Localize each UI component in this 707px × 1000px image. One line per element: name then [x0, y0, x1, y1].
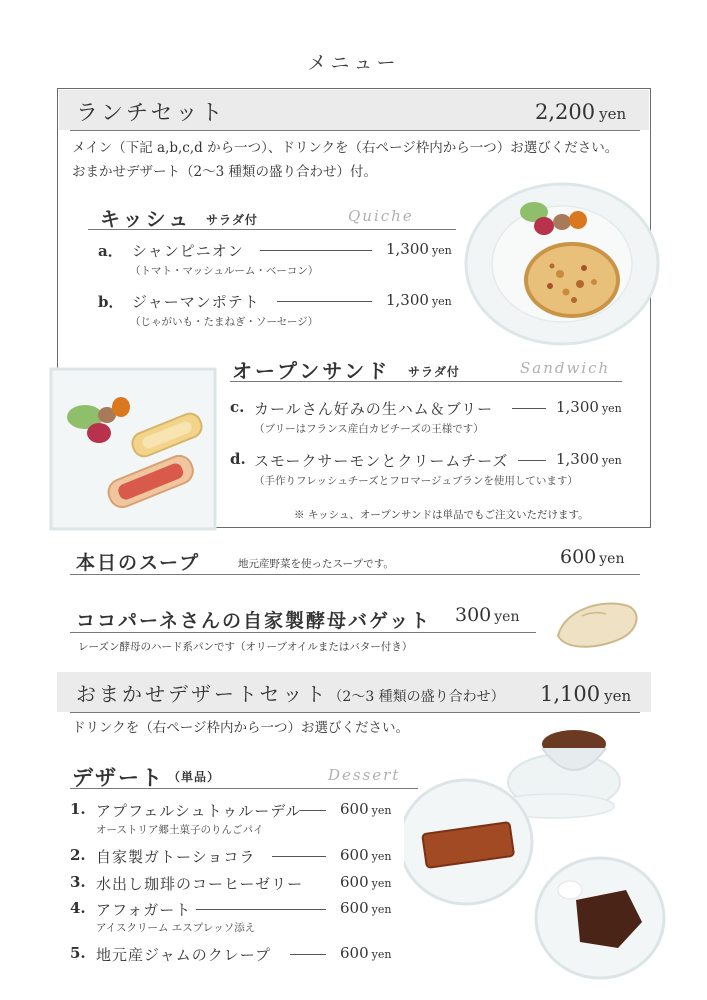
quiche-rule — [88, 229, 456, 230]
quiche-tag: サラダ付 — [206, 213, 258, 227]
lunch-set-title: ランチセット — [76, 101, 226, 126]
quiche-script-label: Quiche — [348, 207, 414, 225]
dessert-tag: （単品） — [168, 770, 221, 784]
quiche-item-b-name: ジャーマンポテト — [132, 293, 260, 311]
dessert-item-1-price: 600 yen — [340, 800, 392, 818]
dessert-item-1-name: アプフェルシュトゥルーデル — [96, 802, 302, 820]
dessert-item-2-leader — [272, 856, 326, 857]
dessert-item-2-name: 自家製ガトーショコラ — [96, 848, 256, 866]
dessert-item-4-name: アフォガート — [96, 901, 192, 919]
sandwich-item-c-leader — [512, 408, 546, 409]
soup-rule — [70, 574, 640, 575]
dessert-item-1-desc: オーストリア郷土菓子のりんごパイ — [96, 824, 264, 836]
baguette-illustration — [552, 596, 642, 652]
soup-price: 600 yen — [560, 546, 625, 568]
lunch-set-price: 2,200 yen — [535, 100, 627, 124]
sandwich-script-label: Sandwich — [520, 359, 611, 377]
dessert-set-title: おまかせデザートセット（2〜3 種類の盛り合わせ） — [76, 682, 505, 706]
dessert-illustration — [404, 712, 674, 1000]
dessert-item-4-price: 600 yen — [340, 899, 392, 917]
lunch-desc-line-2: おまかせデザート（2〜3 種類の盛り合わせ）付。 — [72, 164, 377, 180]
quiche-item-a-leader — [260, 250, 372, 251]
quiche-item-a-desc: （トマト・マッシュルーム・ベーコン） — [130, 265, 319, 277]
quiche-item-a-letter: a． — [98, 242, 123, 260]
dessert-item-3-price: 600 yen — [340, 873, 392, 891]
dessert-item-3-num: 3. — [70, 873, 86, 891]
dessert-item-3-name: 水出し珈琲のコーヒーゼリー — [96, 875, 304, 893]
dessert-item-1-leader — [300, 810, 326, 811]
dessert-item-2-price: 600 yen — [340, 846, 392, 864]
quiche-item-b-desc: （じゃがいも・たまねぎ・ソーセージ） — [130, 316, 319, 328]
soup-description: 地元産野菜を使ったスープです。 — [238, 558, 394, 570]
quiche-item-b-letter: b． — [98, 293, 124, 311]
quiche-title: キッシュ — [100, 207, 192, 231]
sandwich-item-c-name: カールさん好みの生ハム＆ブリー — [254, 400, 494, 418]
baguette-description: レーズン酵母のハード系パンです（オリーブオイルまたはバター付き） — [78, 641, 413, 653]
dessert-title: デザート — [72, 765, 164, 790]
lunch-note: ※ キッシュ、オープンサンドは単品でもご注文いただけます。 — [294, 509, 589, 521]
sandwich-item-c-letter: c. — [230, 398, 245, 416]
sandwich-title: オープンサンド — [232, 359, 391, 383]
page-title: メニュー — [307, 52, 400, 74]
sandwich-item-d-leader — [518, 460, 546, 461]
lunch-set-description — [72, 136, 647, 184]
lunch-set-rule — [70, 130, 640, 131]
dessert-item-1-num: 1. — [70, 800, 86, 818]
sandwich-item-d-name: スモークサーモンとクリームチーズ — [254, 452, 509, 470]
dessert-script-label: Dessert — [328, 766, 401, 784]
quiche-item-b-leader — [277, 301, 372, 302]
sandwich-item-d-letter: d. — [230, 450, 246, 468]
baguette-title: ココパーネさんの自家製酵母バゲット — [76, 610, 432, 632]
dessert-item-2-num: 2. — [70, 846, 86, 864]
dessert-item-4-leader — [196, 909, 326, 910]
sandwich-item-d-price: 1,300 yen — [556, 450, 622, 468]
dessert-rule — [70, 788, 418, 789]
quiche-item-b-price: 1,300 yen — [386, 291, 452, 309]
quiche-item-a-name: シャンピニオン — [132, 242, 244, 260]
quiche-item-a-price: 1,300 yen — [386, 240, 452, 258]
dessert-item-5-leader — [290, 954, 326, 955]
sandwich-illustration — [47, 365, 219, 533]
sandwich-item-c-price: 1,300 yen — [556, 398, 622, 416]
dessert-item-5-price: 600 yen — [340, 944, 392, 962]
lunch-desc-line-1: メイン（下記 a,b,c,d から一つ）、ドリンクを（右ページ枠内から一つ）お選びください。 — [72, 140, 619, 156]
sandwich-item-d-desc: （手作りフレッシュチーズとフロマージュブランを使用しています） — [254, 475, 578, 487]
soup-title: 本日のスープ — [76, 552, 201, 574]
baguette-rule — [70, 632, 536, 633]
quiche-illustration — [462, 182, 672, 352]
sandwich-tag: サラダ付 — [408, 365, 460, 379]
baguette-price: 300 yen — [455, 604, 520, 626]
sandwich-rule — [230, 381, 622, 382]
dessert-item-4-num: 4. — [70, 899, 86, 917]
dessert-item-5-num: 5. — [70, 944, 86, 962]
dessert-set-description: ドリンクを（右ページ枠内から一つ）お選びください。 — [72, 720, 409, 736]
dessert-set-price: 1,100 yen — [540, 682, 632, 706]
dessert-item-5-name: 地元産ジャムのクレープ — [96, 946, 271, 964]
dessert-item-4-desc: アイスクリーム エスプレッソ添え — [96, 922, 256, 934]
sandwich-item-c-desc: （ブリーはフランス産白カビチーズの王様です） — [254, 423, 484, 435]
